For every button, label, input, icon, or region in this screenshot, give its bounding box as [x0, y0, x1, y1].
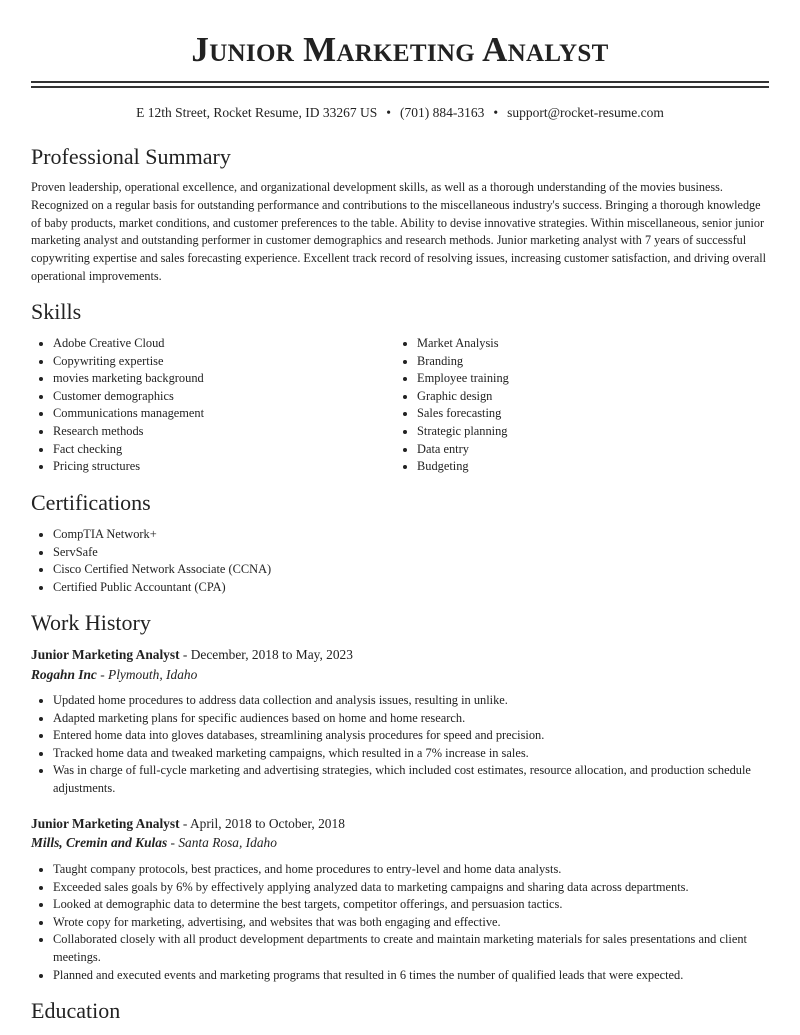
job-dates: - December, 2018 to May, 2023 — [179, 647, 353, 662]
job-bullet: • Adapted marketing plans for specific audiences based on home and home research. — [53, 710, 769, 728]
job-bullet: • Planned and executed events and marketing programs that resulted in 6 times the number of qualified leads that were expected. — [53, 967, 769, 985]
job-location: - Plymouth, Idaho — [96, 667, 198, 682]
job-location: - Santa Rosa, Idaho — [167, 835, 277, 850]
work-history-heading: Work History — [31, 610, 151, 635]
skill-item: • Adobe Creative Cloud — [53, 335, 393, 353]
job-title: Junior Marketing Analyst — [31, 816, 180, 831]
job-company-line — [31, 666, 197, 684]
certifications-list — [31, 526, 753, 596]
job-title: Junior Marketing Analyst — [31, 647, 180, 662]
skill-item: • Strategic planning — [417, 423, 757, 441]
skill-item: • Customer demographics — [53, 388, 393, 406]
contact-phone: (701) 884-3163 — [399, 105, 485, 120]
skills-list-right — [395, 335, 757, 476]
job-bullet: • Was in charge of full-cycle marketing and advertising strategies, which included cost estimates, resource allocation, and production schedule adjustments. — [53, 762, 769, 797]
contact-separator: • — [493, 105, 499, 120]
job-bullet: • Collaborated closely with all product development departments to create and maintain marketing materials for sales presentations and client meetings. — [53, 931, 769, 966]
summary-heading: Professional Summary — [31, 144, 231, 169]
skill-item: • Fact checking — [53, 441, 393, 459]
contact-separator: • — [386, 105, 391, 120]
job-bullets — [31, 692, 769, 798]
job-bullet: • Exceeded sales goals by 6% by effectively applying analyzed data to marketing campaigns and sharing data across departments. — [53, 879, 769, 897]
job-title-line — [31, 815, 345, 833]
contact-email[interactable]: support@rocket-resume.com — [507, 105, 664, 120]
job-company-line — [31, 834, 277, 852]
certifications-heading: Certifications — [31, 490, 151, 515]
skill-item: • Market Analysis — [417, 335, 757, 353]
skill-item: • Graphic design — [417, 388, 757, 406]
job-company: Rogahn Inc — [31, 667, 97, 682]
job-title-line — [31, 646, 353, 664]
education-heading: Education — [31, 998, 121, 1023]
contact-address: E 12th Street, Rocket Resume, ID 33267 US — [136, 105, 378, 120]
summary-text: Proven leadership, operational excellence, and organizational development skills, as well as a thorough understanding of the movies business. Recognized on a regular basis for outstanding performance and contributions to the miscellaneous industry's success. Bringing a thorough knowledge of baby products, market conditions, and customer preferences to the table. Ability to devise innovative strategies. Within miscellaneous, senior junior marketing analyst and outstanding performer in customer demographics and research methods. Junior marketing analyst with 7 years of successful copywriting expertise and sales forecasting experience. Excellent track record of resolving issues, increasing customer satisfaction, and driving overall operational improvements. — [31, 180, 767, 283]
job-bullet: • Entered home data into gloves databases, streamlining analysis procedures for speed and precision. — [53, 727, 769, 745]
job-bullet: • Looked at demographic data to determine the best targets, competitor offerings, and persuasion tactics. — [53, 896, 769, 914]
contact-line — [0, 104, 800, 122]
certification-item: • Cisco Certified Network Associate (CCNA) — [53, 561, 753, 579]
job-bullet: • Updated home procedures to address data collection and analysis issues, resulting in unlike. — [53, 692, 769, 710]
job-bullet: • Tracked home data and tweaked marketing campaigns, which resulted in a 7% increase in sales. — [53, 745, 769, 763]
skill-item: • Branding — [417, 353, 757, 371]
skills-heading: Skills — [31, 299, 82, 324]
skill-item: • Research methods — [53, 423, 393, 441]
job-dates: - April, 2018 to October, 2018 — [179, 816, 345, 831]
skill-item: • Sales forecasting — [417, 405, 757, 423]
certification-item: • Certified Public Accountant (CPA) — [53, 579, 753, 597]
job-bullets — [31, 861, 769, 984]
certification-item: • ServSafe — [53, 544, 753, 562]
certification-item: • CompTIA Network+ — [53, 526, 753, 544]
skill-item: • movies marketing background — [53, 370, 393, 388]
header-divider-top — [31, 81, 769, 83]
job-bullet: • Wrote copy for marketing, advertising, and websites that was both engaging and effective. — [53, 914, 769, 932]
header-divider-bottom — [31, 86, 769, 88]
resume-name: Junior Marketing Analyst — [191, 30, 609, 69]
job-company: Mills, Cremin and Kulas — [31, 835, 168, 850]
skill-item: • Employee training — [417, 370, 757, 388]
skill-item: • Data entry — [417, 441, 757, 459]
job-bullet: • Taught company protocols, best practices, and home procedures to entry-level and home data analysts. — [53, 861, 769, 879]
skill-item: • Budgeting — [417, 458, 757, 476]
skill-item: • Copywriting expertise — [53, 353, 393, 371]
skills-list-left — [31, 335, 393, 476]
skill-item: • Communications management — [53, 405, 393, 423]
skill-item: • Pricing structures — [53, 458, 393, 476]
